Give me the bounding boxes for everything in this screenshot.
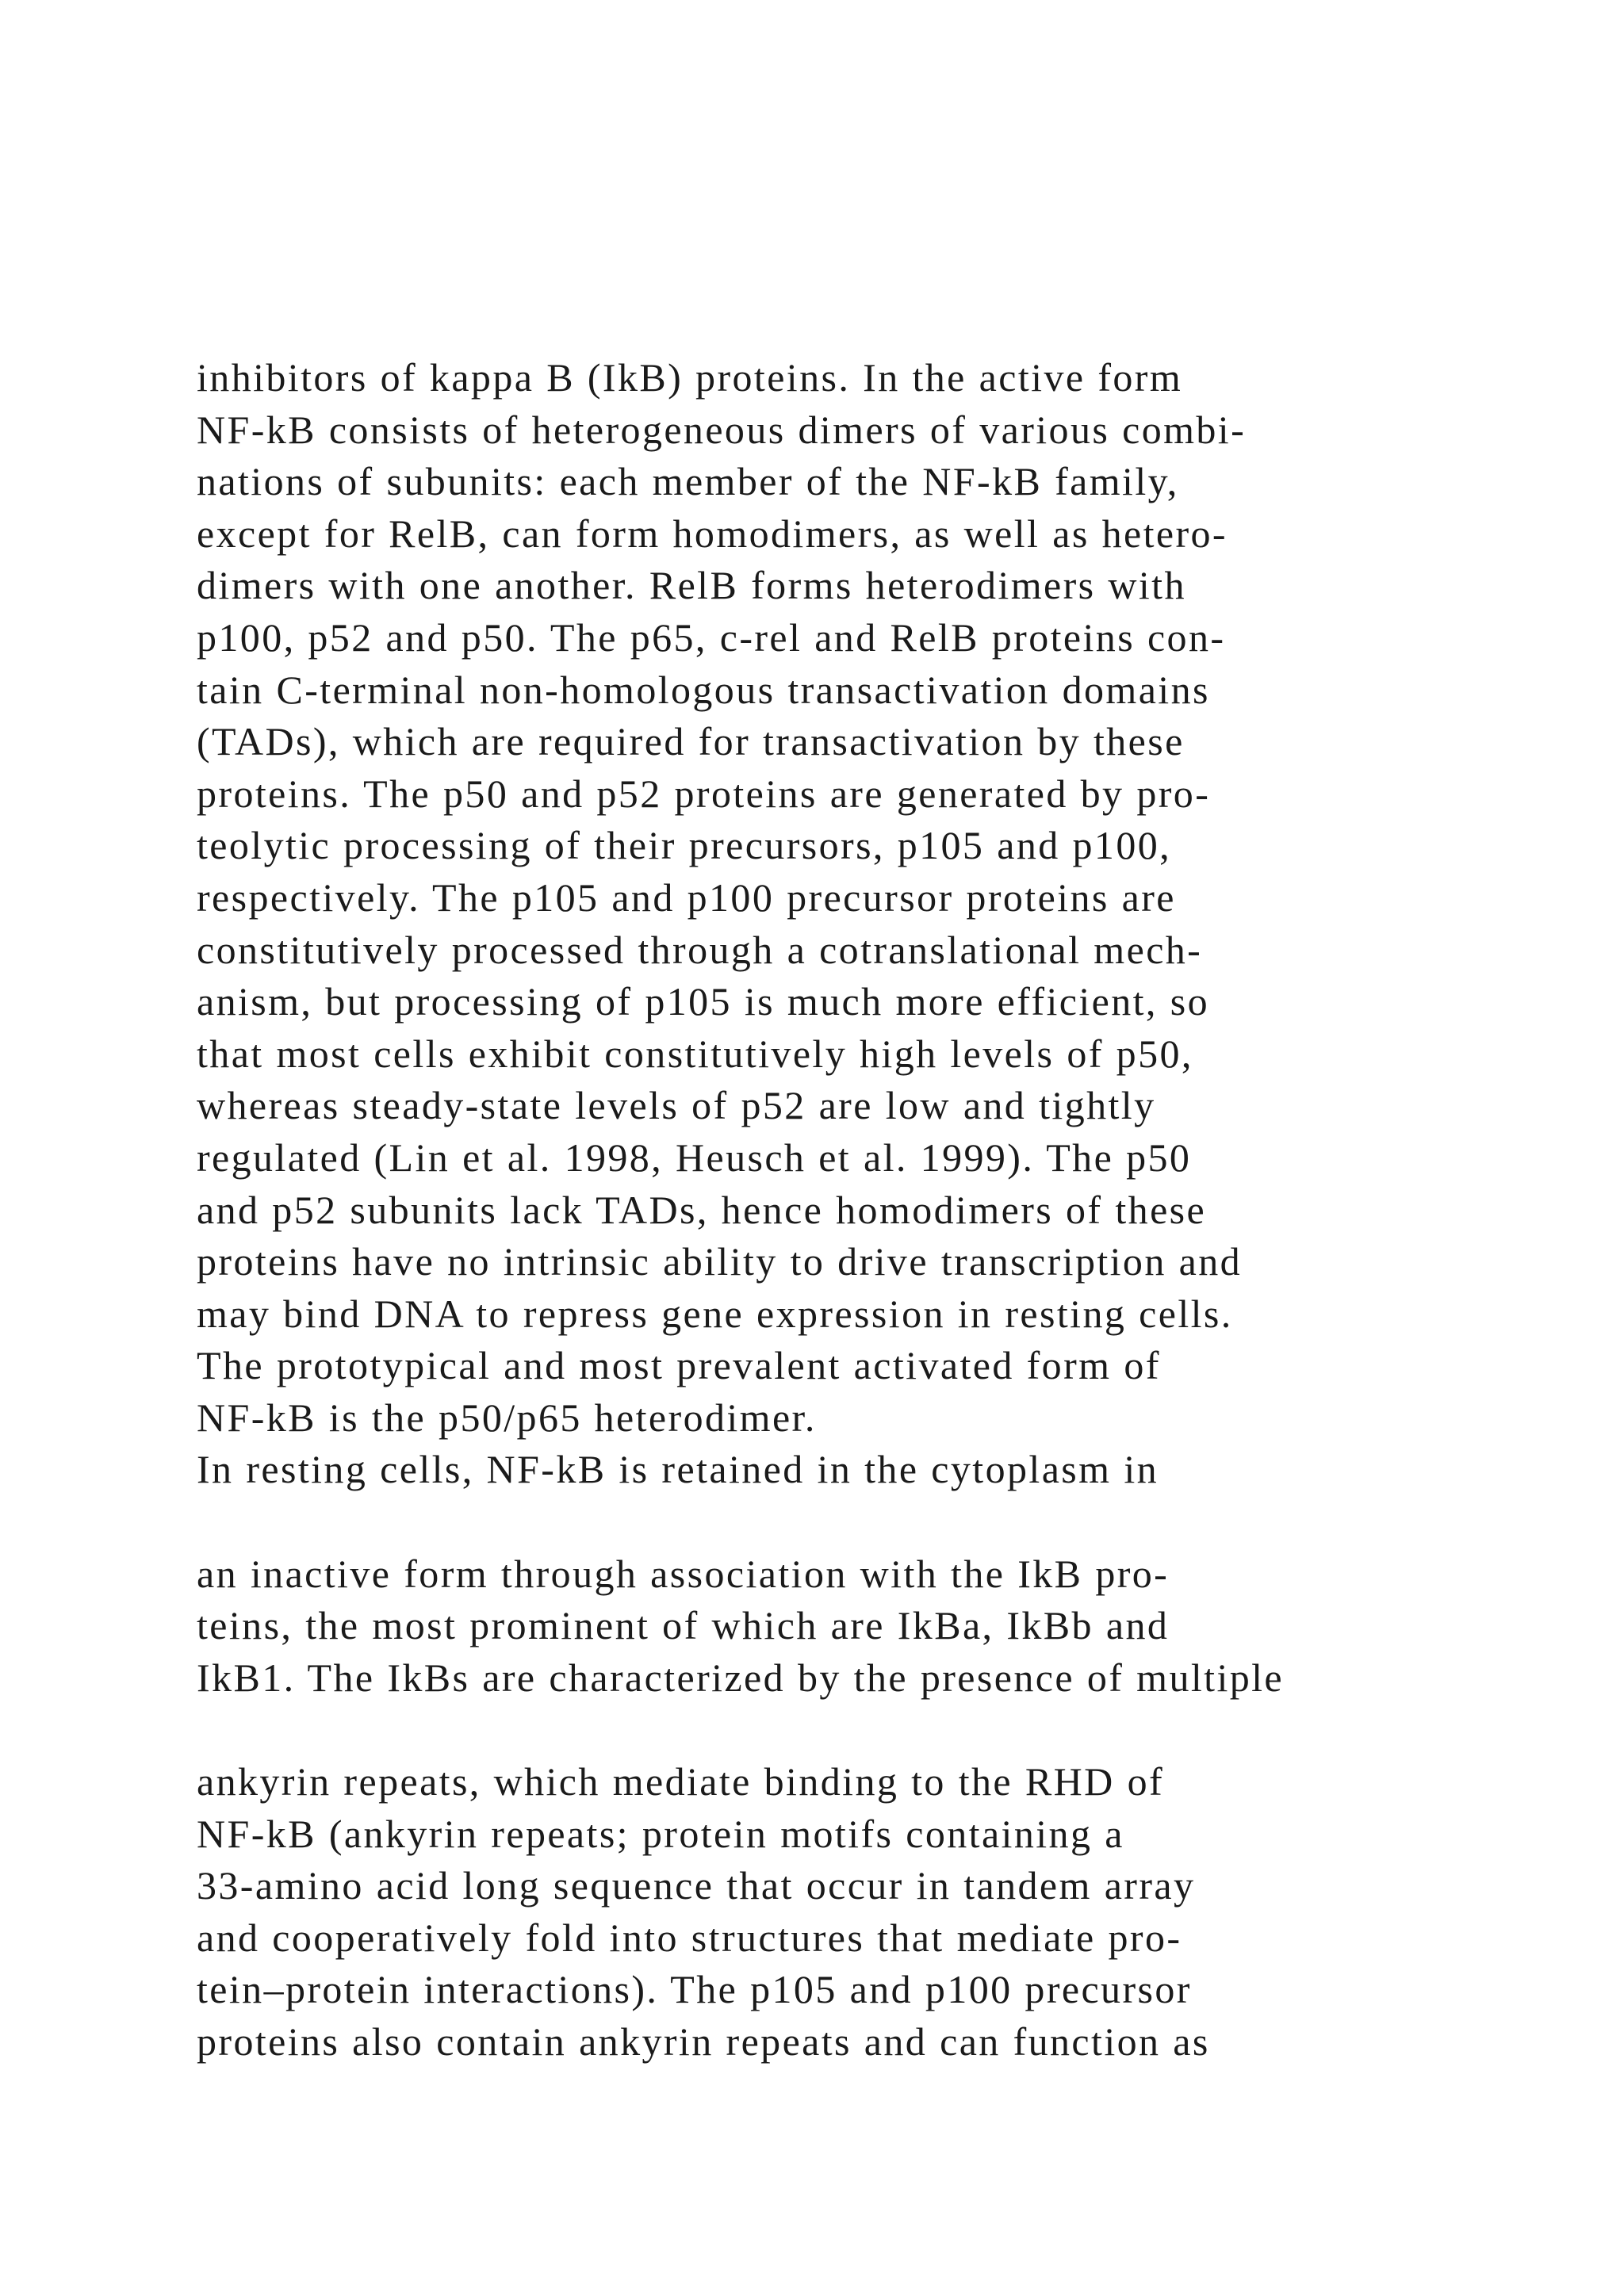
text-line: ankyrin repeats, which mediate binding to the RHD of: [197, 1759, 1165, 1804]
text-line: (TADs), which are required for transactivation by these: [197, 719, 1185, 764]
text-line: regulated (Lin et al. 1998, Heusch et al. 1999). The p50: [197, 1135, 1192, 1180]
body-text: [197, 352, 1592, 2068]
blank-line: [197, 1704, 1592, 1756]
text-line: respectively. The p105 and p100 precursor proteins are: [197, 874, 1176, 920]
text-line: an inactive form through association with the IkB pro-: [197, 1551, 1170, 1596]
text-line: nations of subunits: each member of the NF-kB family,: [197, 459, 1179, 504]
text-line: p100, p52 and p50. The p65, c-rel and RelB proteins con-: [197, 614, 1226, 660]
text-line: tein–protein interactions). The p105 and p100 precursor: [197, 1967, 1192, 2012]
text-line: IkB1. The IkBs are characterized by the presence of multiple: [197, 1655, 1285, 1700]
text-line: whereas steady-state levels of p52 are low and tightly: [197, 1083, 1156, 1128]
text-line: proteins also contain ankyrin repeats and can function as: [197, 2019, 1210, 2064]
text-line: NF-kB consists of heterogeneous dimers of various combi-: [197, 407, 1247, 452]
text-line: anism, but processing of p105 is much more efficient, so: [197, 979, 1209, 1024]
text-line: teolytic processing of their precursors, p105 and p100,: [197, 823, 1172, 868]
text-line: The prototypical and most prevalent activated form of: [197, 1343, 1161, 1388]
text-line: that most cells exhibit constitutively high levels of p50,: [197, 1031, 1193, 1076]
text-line: may bind DNA to repress gene expression in resting cells.: [197, 1291, 1233, 1336]
text-line: proteins. The p50 and p52 proteins are generated by pro-: [197, 771, 1211, 816]
text-line: teins, the most prominent of which are IkBa, IkBb and: [197, 1603, 1170, 1648]
text-line: and cooperatively fold into structures that mediate pro-: [197, 1915, 1182, 1960]
blank-line: [197, 1496, 1592, 1548]
text-line: dimers with one another. RelB forms heterodimers with: [197, 563, 1186, 608]
text-line: tain C-terminal non-homologous transactivation domains: [197, 667, 1210, 712]
text-line: NF-kB is the p50/p65 heterodimer.: [197, 1395, 817, 1440]
text-line: constitutively processed through a cotranslational mech-: [197, 927, 1203, 972]
text-line: except for RelB, can form homodimers, as well as hetero-: [197, 511, 1228, 556]
text-line: 33-amino acid long sequence that occur in tandem array: [197, 1863, 1196, 1908]
text-line: In resting cells, NF-kB is retained in the cytoplasm in: [197, 1447, 1159, 1492]
text-line: proteins have no intrinsic ability to drive transcription and: [197, 1239, 1243, 1284]
text-line: and p52 subunits lack TADs, hence homodimers of these: [197, 1187, 1207, 1232]
text-line: NF-kB (ankyrin repeats; protein motifs containing a: [197, 1811, 1124, 1856]
text-line: inhibitors of kappa B (IkB) proteins. In the active form: [197, 355, 1183, 400]
